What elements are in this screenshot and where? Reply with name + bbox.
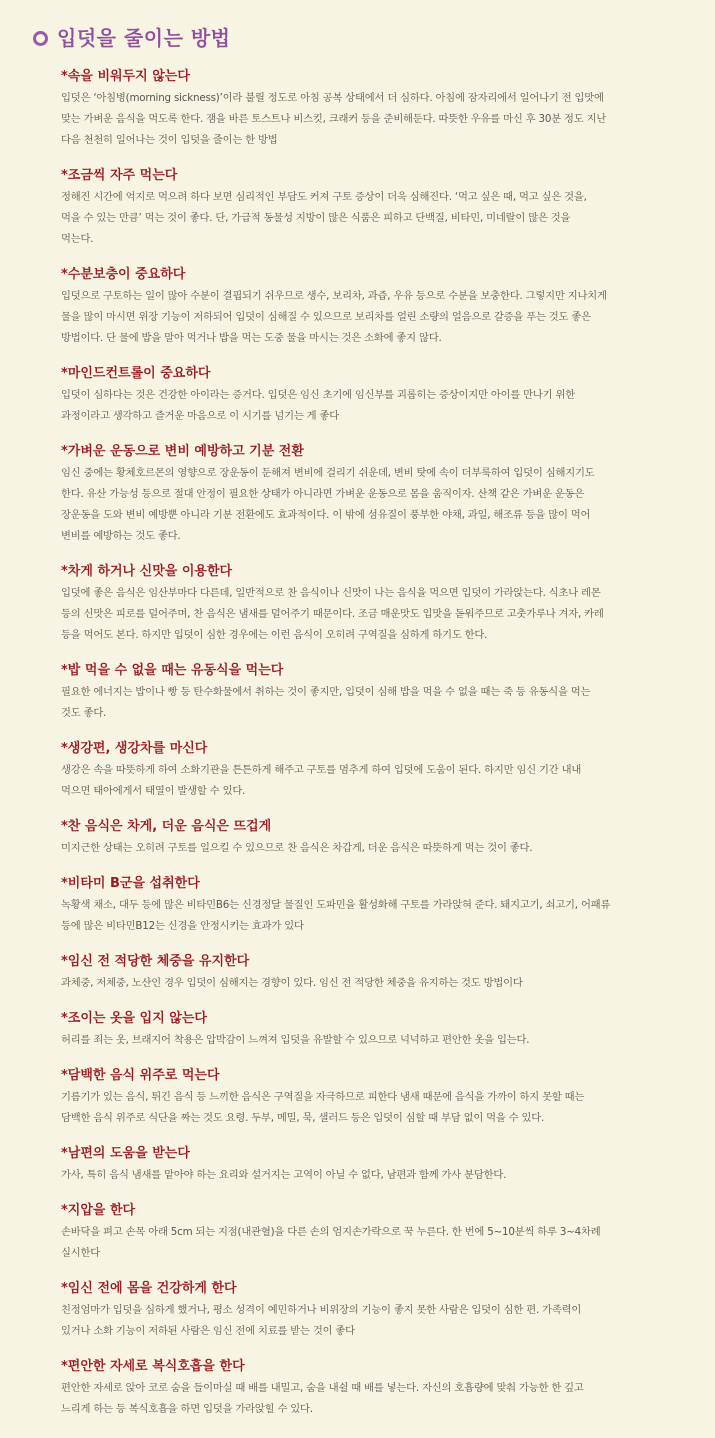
tip-section (61, 951, 691, 994)
tip-body (61, 88, 691, 151)
tip-body-line: 허리를 죄는 옷, 브래지어 착용은 압박감이 느껴져 입덧을 유발할 수 있으므로 넉넉하고 편안한 옷을 입는다. (61, 1034, 530, 1046)
tip-body (61, 1030, 691, 1051)
tip-title: *편안한 자세로 복식호흡을 한다 (61, 1359, 245, 1374)
tip-body-line: 등의 신맛은 피로를 덜어주며, 찬 음식은 냄새를 덜어주기 때문이다. 조금 매운맛도 입맛을 돋워주므로 고춧가루나 겨자, 카레 (61, 608, 604, 620)
tip-body-line: 미지근한 상태는 오히려 구토를 일으킬 수 있으므로 찬 음식은 차갑게, 더운 음식은 따뜻하게 먹는 것이 좋다. (61, 842, 533, 854)
tip-body-line: 입덧으로 구토하는 일이 많아 수분이 결핍되기 쉬우므로 생수, 보리차, 과즙, 우유 등으로 수분을 보충한다. 그렇지만 지나치게 (61, 290, 607, 302)
tip-body (61, 760, 691, 802)
tip-section (61, 66, 691, 151)
tip-body-line: 과정이라고 생각하고 즐거운 마음으로 이 시기를 넘기는 게 좋다 (61, 410, 339, 422)
tip-body-line: 먹을 수 있는 만큼’ 먹는 것이 좋다. 단, 가급적 동물성 지방이 많은 식품은 피하고 단백질, 비타민, 미네랄이 많은 것을 (61, 212, 571, 224)
tip-body-line: 실시한다 (61, 1247, 100, 1259)
tips-list (61, 66, 691, 1434)
tip-title: *속을 비워두지 않는다 (61, 69, 190, 84)
tip-section (61, 363, 691, 427)
tip-body (61, 1300, 691, 1342)
tip-body-line: 기름기가 있는 음식, 튀긴 음식 등 느끼한 음식은 구역질을 자극하므로 피한다 냄새 때문에 음식을 가까이 하지 못할 때는 (61, 1091, 585, 1103)
tip-body (61, 463, 691, 547)
tip-body-line: 담백한 음식 위주로 식단을 짜는 것도 요령. 두부, 메밀, 묵, 샐러드 등은 입덧이 심할 때 부담 없이 먹을 수 있다. (61, 1112, 545, 1124)
tip-body-line: 등에 많은 비타민B12는 신경을 안정시키는 효과가 있다 (61, 920, 304, 932)
tip-section (61, 264, 691, 349)
tip-body (61, 682, 691, 724)
tip-body-line: 먹는다. (61, 233, 94, 245)
tip-body-line: 다음 천천히 일어나는 것이 입덧을 줄이는 한 방법 (61, 134, 278, 146)
tip-section (61, 873, 691, 937)
tip-body-line: 변비를 예방하는 것도 좋다. (61, 530, 181, 542)
tip-body-line: 생강은 속을 따뜻하게 하여 소화기관을 튼튼하게 해주고 구토를 멈추게 하여 입덧에 도움이 된다. 하지만 임신 기간 내내 (61, 764, 582, 776)
tip-body (61, 385, 691, 427)
tip-body-line: 것도 좋다. (61, 707, 107, 719)
page-header (33, 24, 231, 52)
tip-title: *수분보충이 중요하다 (61, 267, 186, 282)
tip-section (61, 441, 691, 547)
tip-body-line: 느리게 하는 등 복식호흡을 하면 입덧을 가라앉힐 수 있다. (61, 1403, 313, 1415)
tip-body-line: 방법이다. 단 물에 밥을 말아 먹거나 밥을 먹는 도중 물을 마시는 것은 소화에 좋지 않다. (61, 332, 442, 344)
tip-body-line: 정해진 시간에 억지로 먹으려 하다 보면 심리적인 부담도 커져 구토 증상이 더욱 심해진다. ‘먹고 싶은 때, 먹고 싶은 것을, (61, 191, 587, 203)
tip-body (61, 838, 691, 859)
tip-body-line: 한다. 유산 가능성 등으로 절대 안정이 필요한 상태가 아니라면 가벼운 운동으로 몸을 움직이자. 산책 같은 가벼운 운동은 (61, 488, 585, 500)
tip-title: *가벼운 운동으로 변비 예방하고 기분 전환 (61, 444, 304, 459)
tip-body (61, 895, 691, 937)
tip-body-line: 물을 많이 마시면 위장 기능이 저하되어 입덧이 심해질 수 있으므로 보리차를 얼린 소량의 얼음으로 갈증을 푸는 것도 좋은 (61, 311, 591, 323)
tip-body-line: 입덧은 ‘아침병(morning sickness)’이라 불릴 정도로 아침 공복 상태에서 더 심하다. 아침에 잠자리에서 일어나기 전 입맛에 (61, 92, 604, 104)
tip-title: *찬 음식은 차게, 더운 음식은 뜨겁게 (61, 819, 272, 834)
tip-body (61, 1165, 691, 1186)
tip-body (61, 1378, 691, 1420)
tip-title: *차게 하거나 신맛을 이용한다 (61, 564, 233, 579)
tip-title: *조금씩 자주 먹는다 (61, 168, 178, 183)
tip-body-line: 있거나 소화 기능이 저하된 사람은 임신 전에 치료를 받는 것이 좋다 (61, 1325, 355, 1337)
tip-body-line: 임신 중에는 황체호르몬의 영향으로 장운동이 둔해져 변비에 걸리기 쉬운데, 변비 탓에 속이 더부룩하여 입덧이 심해지기도 (61, 467, 595, 479)
tip-body-line: 필요한 에너지는 밥이나 빵 등 탄수화물에서 취하는 것이 좋지만, 입덧이 심해 밥을 먹을 수 없을 때는 죽 등 유동식을 먹는 (61, 686, 591, 698)
tip-section (61, 816, 691, 859)
tip-title: *남편의 도움을 받는다 (61, 1146, 190, 1161)
page-title: 입덧을 줄이는 방법 (57, 26, 231, 50)
tip-section (61, 1065, 691, 1129)
tip-title: *비타미 B군을 섭취한다 (61, 876, 200, 891)
tip-section (61, 1356, 691, 1420)
tip-body-line: 친정엄마가 입덧을 심하게 했거나, 평소 성격이 예민하거나 비위장의 기능이 좋지 못한 사람은 입덧이 심한 편. 가족력이 (61, 1304, 582, 1316)
tip-body-line: 장운동을 도와 변비 예방뿐 아니라 기분 전환에도 효과적이다. 이 밖에 섬유질이 풍부한 야채, 과일, 해조류 등을 많이 먹어 (61, 509, 591, 521)
ring-bullet-icon (33, 31, 48, 46)
tip-title: *담백한 음식 위주로 먹는다 (61, 1068, 220, 1083)
tip-body-line: 먹으면 태아에게서 태열이 발생할 수 있다. (61, 785, 246, 797)
tip-section (61, 1200, 691, 1264)
tip-body-line: 과체중, 저체중, 노산인 경우 입덧이 심해지는 경향이 있다. 임신 전 적당한 체중을 유지하는 것도 방법이다 (61, 977, 523, 989)
tip-body (61, 286, 691, 349)
tip-title: *생강편, 생강차를 마신다 (61, 741, 208, 756)
tip-body-line: 입덧에 좋은 음식은 임산부마다 다른데, 일반적으로 찬 음식이나 신맛이 나는 음식을 먹으면 입덧이 가라앉는다. 식초나 레몬 (61, 587, 601, 599)
tip-body (61, 1087, 691, 1129)
tip-body-line: 입덧이 심하다는 것은 건강한 아이라는 증거다. 입덧은 임신 초기에 임신부를 괴롭히는 증상이지만 아이를 만나기 위한 (61, 389, 575, 401)
tip-title: *조이는 옷을 입지 않는다 (61, 1011, 207, 1026)
tip-body-line: 녹황색 채소, 대두 등에 많은 비타민B6는 신경정달 물질인 도파민을 활성화해 구토를 가라앉혀 준다. 돼지고기, 쇠고기, 어패류 (61, 899, 611, 911)
tip-body-line: 맞는 가벼운 음식을 먹도록 한다. 잼을 바른 토스트나 비스킷, 크래커 등을 준비해둔다. 따뜻한 우유를 마신 후 30분 정도 지난 (61, 113, 607, 125)
tip-body (61, 1222, 691, 1264)
tip-body (61, 973, 691, 994)
tip-section (61, 660, 691, 724)
tip-body-line: 편안한 자세로 앉아 코로 숨을 들이마실 때 배를 내밀고, 숨을 내쉴 때 배를 넣는다. 자신의 호흡량에 맞춰 가능한 한 깊고 (61, 1382, 584, 1394)
tip-body-line: 가사, 특히 음식 냄새를 맡아야 하는 요리와 설거지는 고역이 아닐 수 없다, 남편과 함께 가사 분담한다. (61, 1169, 507, 1181)
tip-section (61, 165, 691, 250)
tip-title: *임신 전 적당한 체중을 유지한다 (61, 954, 250, 969)
tip-body-line: 등을 먹어도 본다. 하지만 입덧이 심한 경우에는 이런 음식이 오히려 구역질을 심하게 하기도 한다. (61, 629, 488, 641)
tip-section (61, 1278, 691, 1342)
tip-section (61, 561, 691, 646)
tip-body (61, 583, 691, 646)
tip-section (61, 1008, 691, 1051)
tip-body (61, 187, 691, 250)
tip-section (61, 738, 691, 802)
tip-title: *밥 먹을 수 없을 때는 유동식을 먹는다 (61, 663, 284, 678)
tip-title: *지압을 한다 (61, 1203, 136, 1218)
tip-section (61, 1143, 691, 1186)
tip-title: *임신 전에 몸을 건강하게 한다 (61, 1281, 237, 1296)
tip-body-line: 손바닥을 펴고 손목 아래 5cm 되는 지점(내관혈)을 다른 손의 엄지손가락으로 꾹 누른다. 한 번에 5~10분씩 하루 3~4차례 (61, 1226, 601, 1238)
tip-title: *마인드컨트롤이 중요하다 (61, 366, 211, 381)
